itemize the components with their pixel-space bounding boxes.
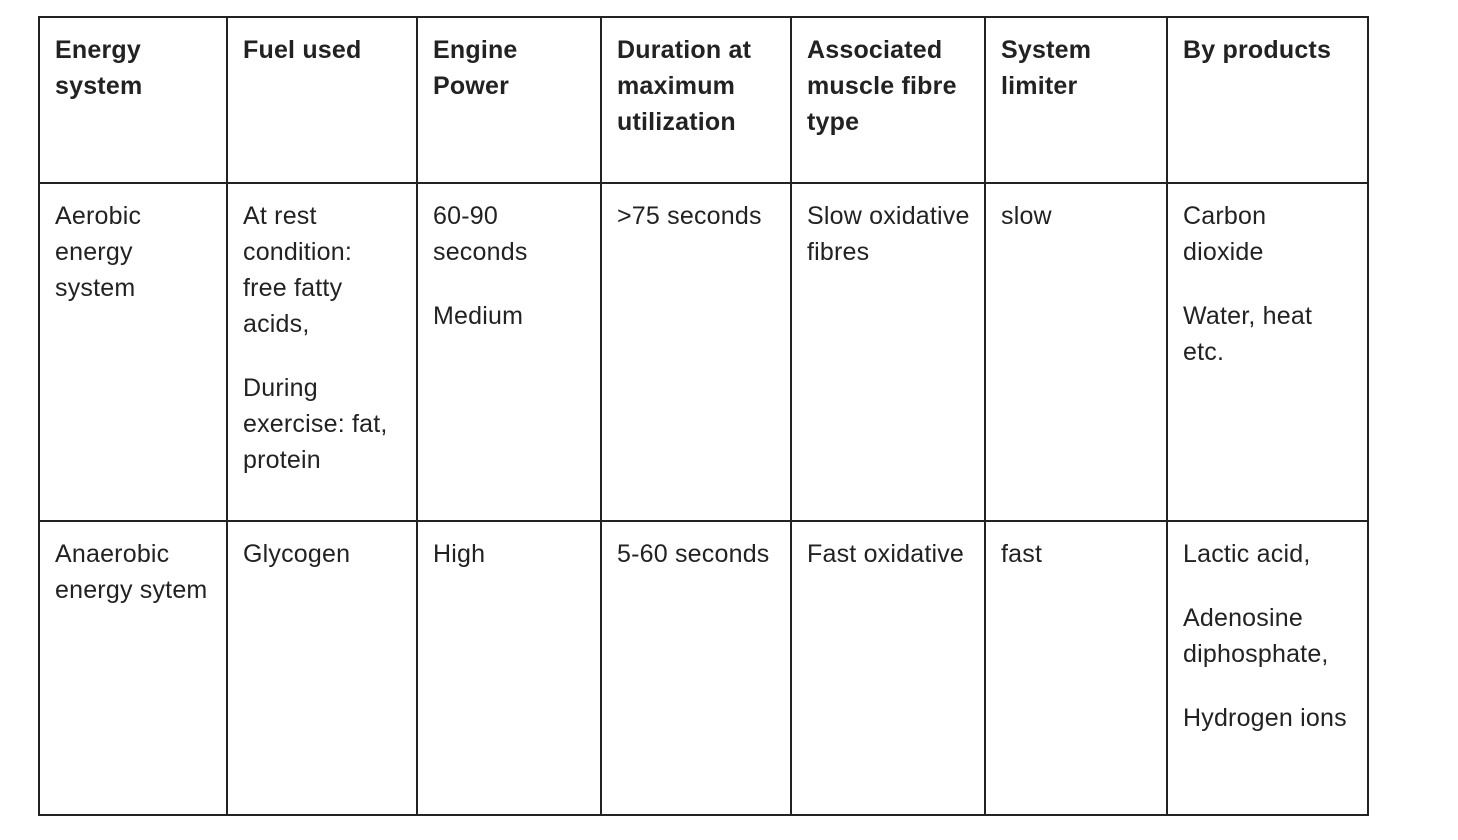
cell-engine-power xyxy=(417,521,601,815)
header-system-limiter: System limiter xyxy=(985,17,1167,183)
header-row xyxy=(39,17,1368,183)
cell-muscle-fibre-type xyxy=(791,521,985,815)
cell-text: Anaerobic energy sytem xyxy=(55,540,208,604)
cell-text: fast xyxy=(1001,540,1043,568)
cell-text: At rest condition: free fatty acids, xyxy=(243,202,353,338)
header-energy-system: Energy system xyxy=(39,17,227,183)
cell-duration xyxy=(601,521,791,815)
cell-energy-system xyxy=(39,521,227,815)
cell-system-limiter xyxy=(985,521,1167,815)
cell-text: Carbon dioxide xyxy=(1183,202,1267,266)
table-row xyxy=(39,183,1368,521)
cell-fuel-used xyxy=(227,521,417,815)
cell-system-limiter xyxy=(985,183,1167,521)
cell-text: Glycogen xyxy=(243,540,351,568)
header-engine-power: Engine Power xyxy=(417,17,601,183)
cell-text: Fast oxidative xyxy=(807,540,965,568)
header-duration: Duration at maximum utilization xyxy=(601,17,791,183)
cell-text: 5-60 seconds xyxy=(617,540,770,568)
cell-engine-power xyxy=(417,183,601,521)
cell-text: Aerobic energy system xyxy=(55,202,142,302)
cell-text: 60-90 seconds xyxy=(433,202,528,266)
cell-by-products xyxy=(1167,521,1368,815)
cell-duration xyxy=(601,183,791,521)
cell-text: Medium xyxy=(433,302,524,330)
cell-text: Hydrogen ions xyxy=(1183,704,1347,732)
energy-systems-table xyxy=(38,16,1369,816)
header-fuel-used: Fuel used xyxy=(227,17,417,183)
cell-muscle-fibre-type xyxy=(791,183,985,521)
header-by-products: By products xyxy=(1167,17,1368,183)
table-row xyxy=(39,521,1368,815)
cell-energy-system xyxy=(39,183,227,521)
cell-text: slow xyxy=(1001,202,1052,230)
header-muscle-fibre-type: Associated muscle fibre type xyxy=(791,17,985,183)
cell-text: During exercise: fat, protein xyxy=(243,374,388,474)
cell-text: Water, heat etc. xyxy=(1183,302,1313,366)
cell-text: High xyxy=(433,540,486,568)
cell-fuel-used xyxy=(227,183,417,521)
cell-text: Adenosine diphosphate, xyxy=(1183,604,1329,668)
cell-by-products xyxy=(1167,183,1368,521)
cell-text: >75 seconds xyxy=(617,202,762,230)
cell-text: Lactic acid, xyxy=(1183,540,1311,568)
cell-text: Slow oxidative fibres xyxy=(807,202,970,266)
